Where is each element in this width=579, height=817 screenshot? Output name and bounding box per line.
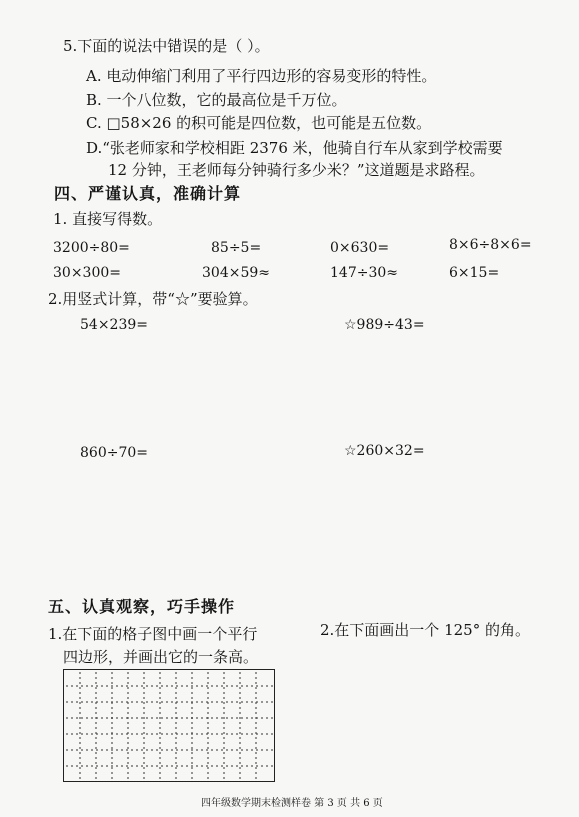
- calc-item: 3200÷80=: [53, 240, 130, 256]
- q5-option-d: D.“张老师家和学校相距 2376 米，他骑自行车从家到学校需要: [86, 139, 503, 157]
- grid-question-line2: 四边形，并画出它的一条高。: [63, 648, 259, 666]
- vertical-calc-title: 2.用竖式计算，带“☆”要验算。: [48, 290, 258, 308]
- calc-item: 6×15=: [449, 265, 500, 281]
- vertical-item: 54×239=: [80, 317, 148, 333]
- q5-option-b: B. 一个八位数，它的最高位是千万位。: [86, 91, 347, 109]
- calc-item: 0×630=: [330, 240, 390, 256]
- q5-option-d-cont: 12 分钟，王老师每分钟骑行多少米？”这道题是求路程。: [108, 161, 485, 179]
- vertical-item: ☆260×32=: [344, 443, 425, 459]
- vertical-item: ☆989÷43=: [344, 317, 425, 333]
- section5-title: 五、认真观察，巧手操作: [48, 597, 236, 616]
- page-footer: 四年级数学期末检测样卷 第 3 页 共 6 页: [201, 798, 383, 809]
- dotted-grid[interactable]: [63, 669, 275, 782]
- q5-option-a: A. 电动伸缩门利用了平行四边形的容易变形的特性。: [86, 67, 437, 85]
- grid-question-line1: 1.在下面的格子图中画一个平行: [48, 625, 258, 643]
- calc-item: 85÷5=: [211, 240, 262, 256]
- calc-item: 8×6÷8×6=: [449, 237, 532, 253]
- q5-stem: 5.下面的说法中错误的是（ ）。: [63, 37, 270, 55]
- angle-question: 2.在下面画出一个 125° 的角。: [320, 621, 530, 639]
- direct-calc-title: 1. 直接写得数。: [53, 210, 163, 228]
- calc-item: 30×300=: [53, 265, 121, 281]
- vertical-item: 860÷70=: [80, 445, 148, 461]
- calc-item: 147÷30≈: [330, 265, 398, 281]
- section4-title: 四、严谨认真，准确计算: [54, 184, 242, 203]
- calc-item: 304×59≈: [202, 265, 270, 281]
- q5-option-c: C. □58×26 的积可能是四位数，也可能是五位数。: [86, 114, 432, 132]
